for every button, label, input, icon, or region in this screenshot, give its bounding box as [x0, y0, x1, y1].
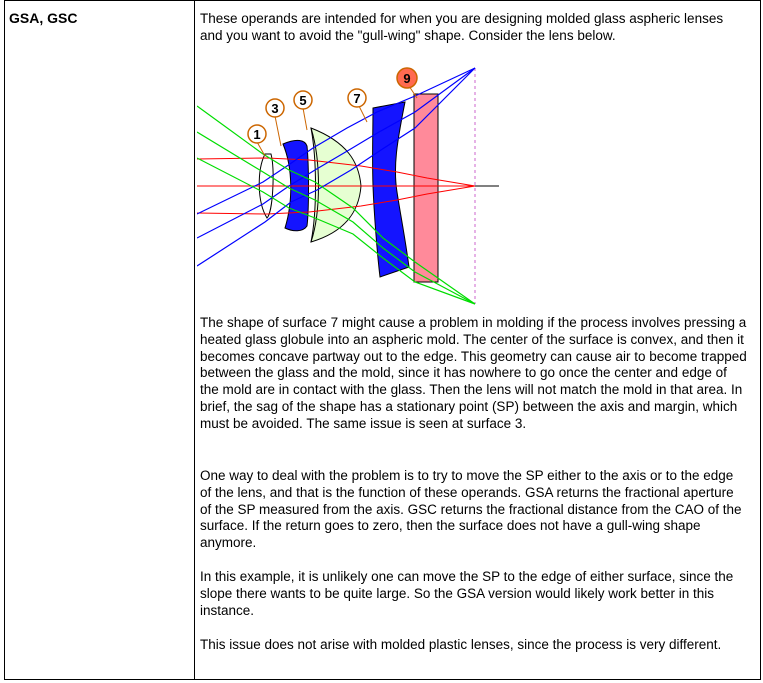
- intro-paragraph: These operands are intended for when you are designing molded glass aspheric lenses and you want to avoid the "gull-wing" shape. Consider the lens below.: [200, 11, 724, 43]
- surface-label-3: [266, 99, 284, 117]
- svg-text:1: 1: [253, 127, 261, 142]
- lens-element-9: [414, 94, 438, 282]
- column-divider: [194, 0, 195, 680]
- lens-diagram: [197, 62, 507, 310]
- surface-label-5: [294, 91, 312, 109]
- surface-label-7: [348, 89, 366, 107]
- surface-label-9: [397, 68, 417, 88]
- solution-paragraph: One way to deal with the problem is to try to move the SP either to the axis or to the edge of the lens, and that is the function of these operands. GSA returns the fractional aperture of the SP measured from the axis. GSC returns the fractional distance from the CAO of the surface. If the return goes to zero, then the surface does not have a gull-wing shape anymore.: [200, 468, 742, 551]
- svg-text:7: 7: [353, 91, 361, 106]
- surface-7-paragraph: The shape of surface 7 might cause a problem in molding if the process involves pressing a heated glass globule into an aspheric mold. The center of the surface is convex, and then it becomes concave partway out to the edge. This geometry can cause air to become trapped between the glass and the mold, since it has nowhere to go once the center and edge of the mold are in contact with the glass. Then the lens will not match the mold in that area. In brief, the sag of the shape has a stationary point (SP) between the axis and margin, which must be avoided. The same issue is seen at surface 3.: [200, 315, 747, 431]
- svg-text:9: 9: [403, 71, 411, 86]
- surface-label-1: [248, 125, 266, 143]
- svg-text:5: 5: [299, 93, 307, 108]
- svg-text:3: 3: [271, 101, 279, 116]
- operand-name: GSA, GSC: [9, 10, 78, 26]
- example-paragraph: In this example, it is unlikely one can move the SP to the edge of either surface, since the slope there wants to be quite large. So the GSA version would likely work better in this instance.: [200, 569, 734, 618]
- lens-element-7: [373, 102, 409, 277]
- table-top-border: [4, 0, 761, 1]
- plastic-lenses-paragraph: This issue does not arise with molded plastic lenses, since the process is very different.: [200, 637, 722, 652]
